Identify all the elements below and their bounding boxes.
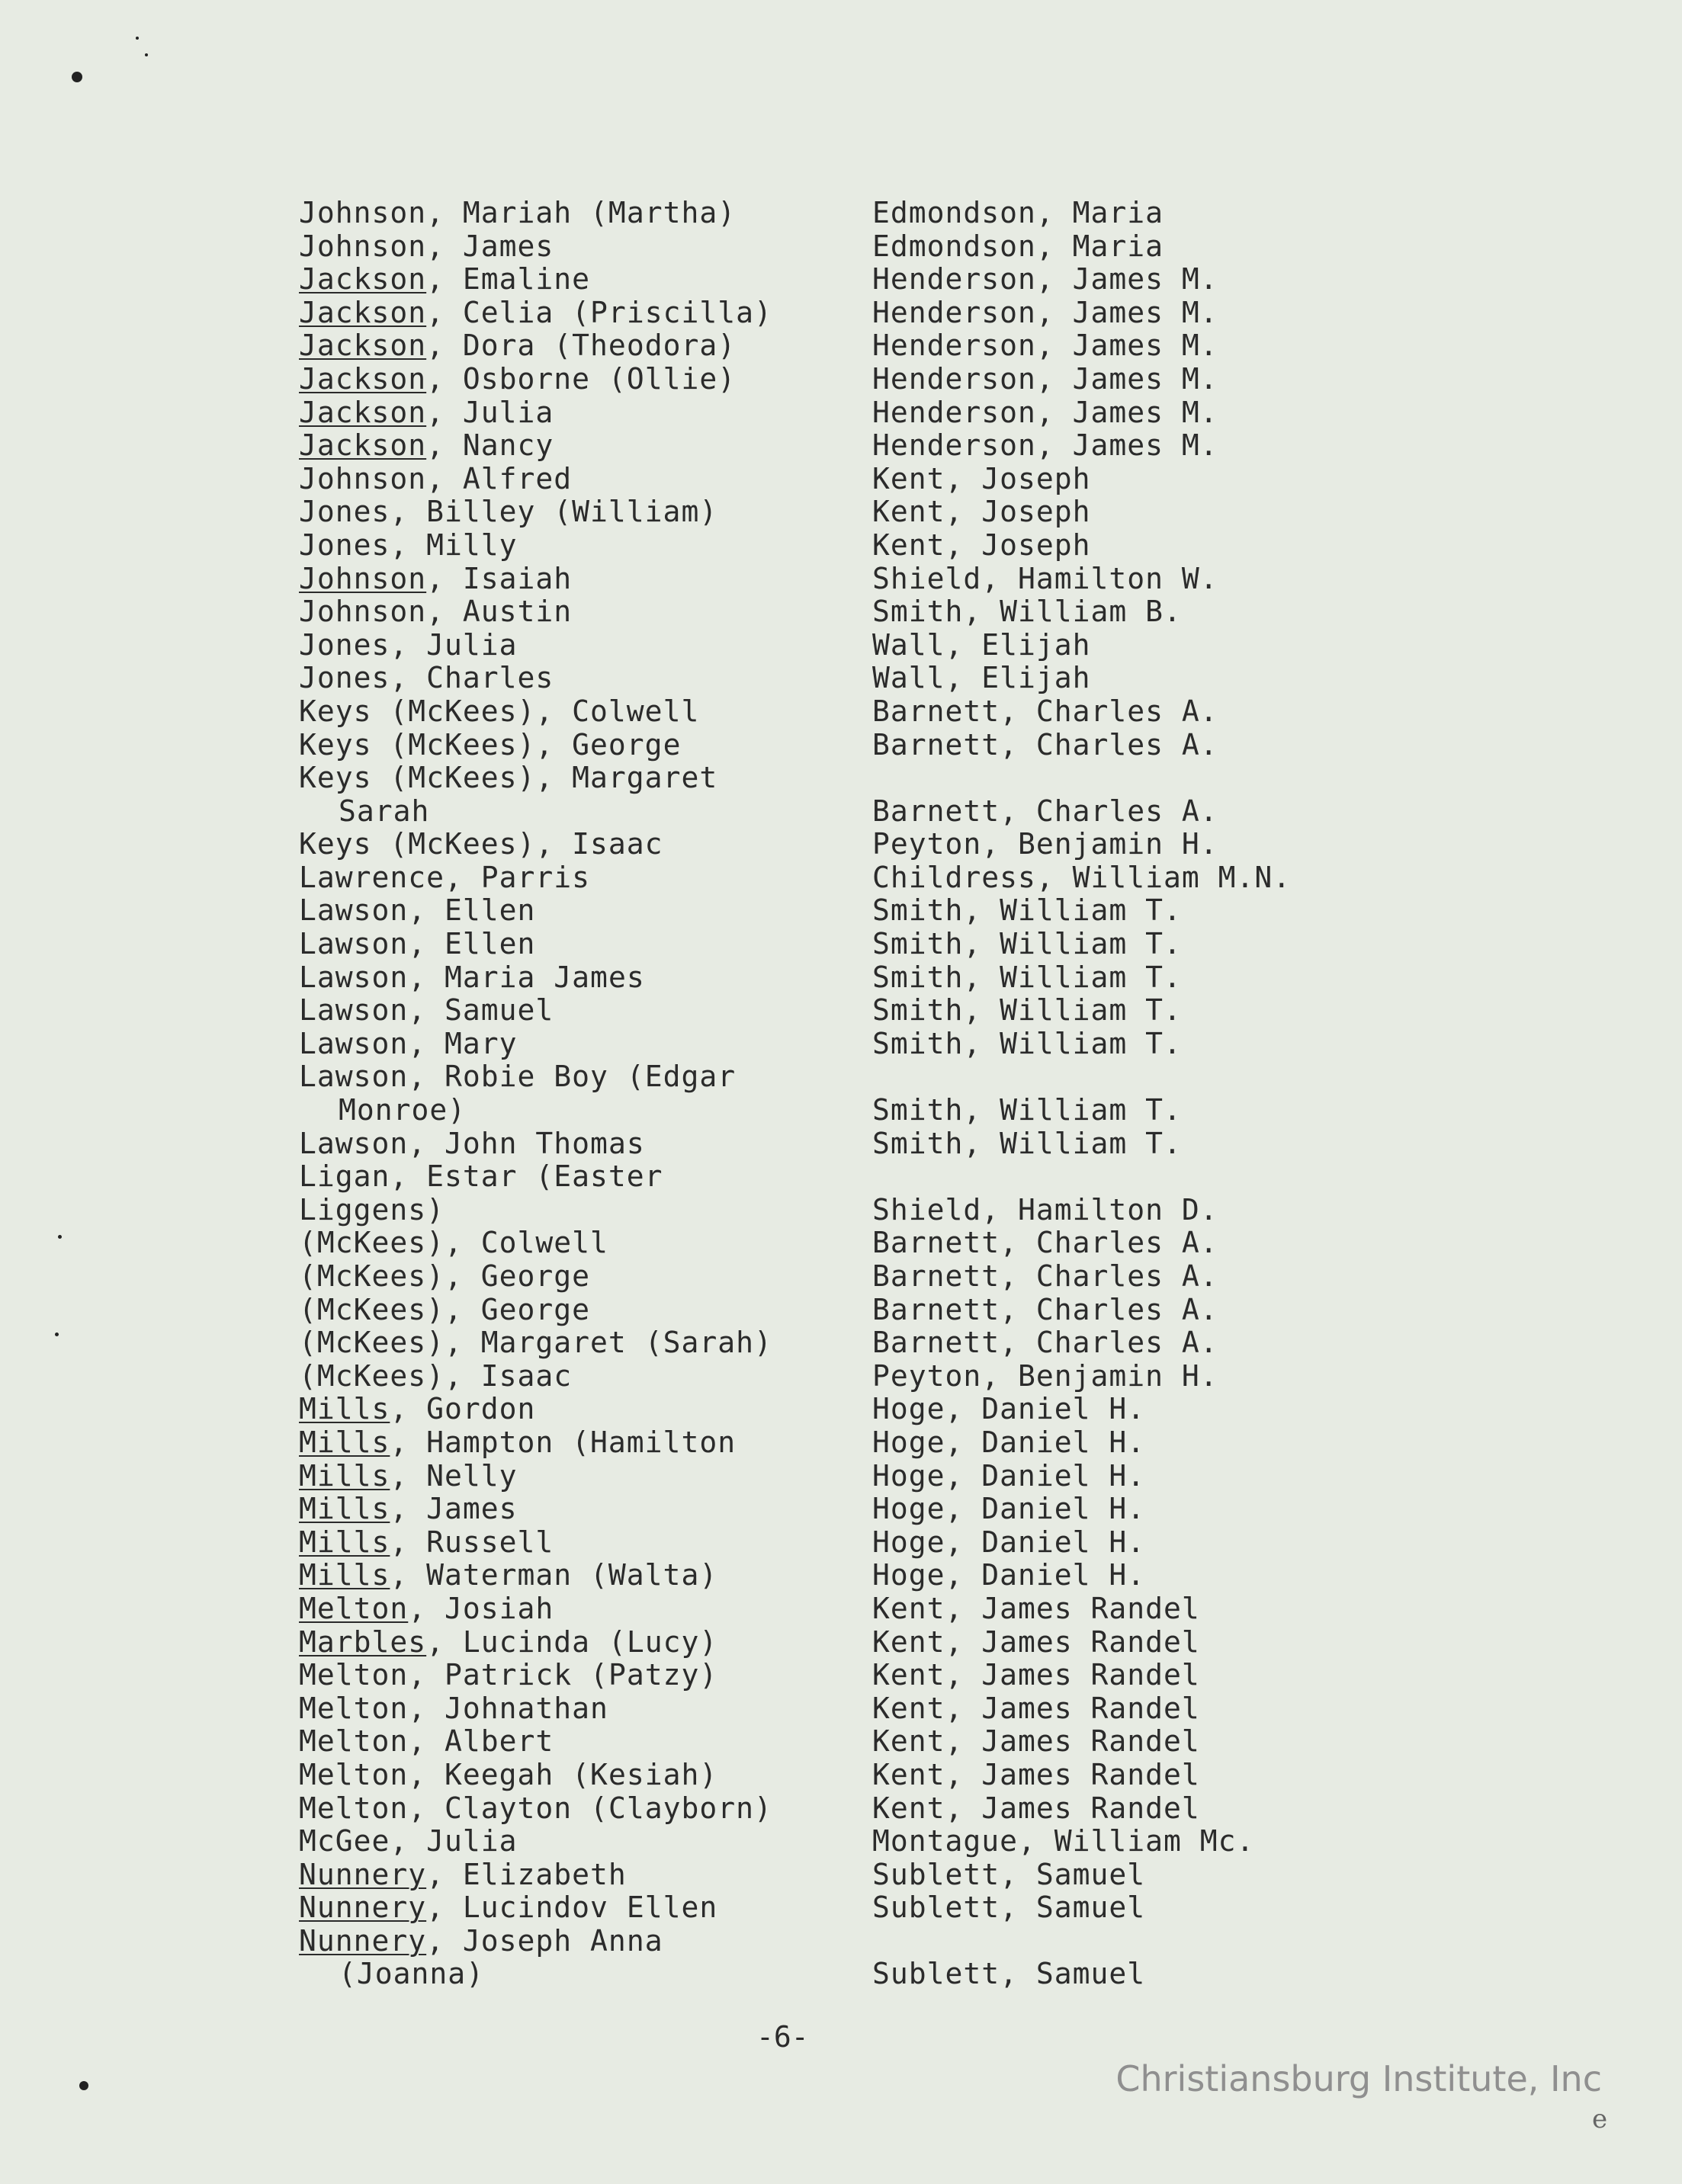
enslaved-person-name bbox=[299, 1393, 535, 1426]
surname: Melton bbox=[299, 1757, 409, 1791]
owner-name: Hoge, Daniel H. bbox=[872, 1492, 1146, 1526]
surname: Mills bbox=[299, 1525, 390, 1559]
given-name: (McKees), Isaac bbox=[371, 827, 663, 861]
given-name: (McKees), George bbox=[371, 727, 682, 762]
given-name: , Patrick (Patzy) bbox=[408, 1658, 718, 1692]
surname: Jackson bbox=[299, 329, 427, 363]
enslaved-person-name bbox=[299, 1559, 717, 1592]
enslaved-person-name bbox=[299, 529, 518, 563]
surname: Nunnery bbox=[299, 1891, 427, 1925]
owner-name: Barnett, Charles A. bbox=[872, 1259, 1218, 1293]
speck bbox=[58, 1235, 62, 1239]
owner-name: Kent, Joseph bbox=[872, 528, 1091, 562]
list-item bbox=[299, 1227, 1366, 1260]
surname: Mills bbox=[299, 1425, 390, 1459]
enslaved-person-name bbox=[299, 1260, 590, 1294]
list-item bbox=[299, 762, 1366, 795]
surname: Johnson bbox=[299, 561, 427, 595]
enslaved-person-name bbox=[299, 629, 518, 662]
list-item bbox=[299, 695, 1366, 729]
list-item bbox=[299, 463, 1366, 496]
surname: Lawson bbox=[299, 1126, 409, 1160]
list-item bbox=[299, 1160, 1366, 1194]
list-item bbox=[299, 495, 1366, 529]
given-name: Liggens) bbox=[299, 1192, 445, 1227]
owner-name: Kent, Joseph bbox=[872, 495, 1091, 529]
speck bbox=[55, 1333, 59, 1336]
speck bbox=[79, 2081, 88, 2090]
surname: Melton bbox=[299, 1591, 409, 1625]
owner-name: Kent, Joseph bbox=[872, 461, 1091, 495]
given-name: Monroe) bbox=[339, 1093, 467, 1127]
watermark: Christiansburg Institute, Inc bbox=[1115, 2058, 1602, 2099]
owner-name: Barnett, Charles A. bbox=[872, 1326, 1218, 1360]
surname: Jones bbox=[299, 627, 390, 662]
enslaved-person-name bbox=[299, 894, 535, 928]
enslaved-person-name bbox=[299, 595, 572, 629]
given-name: , Russell bbox=[390, 1525, 554, 1559]
given-name: Sarah bbox=[339, 794, 430, 828]
given-name: , Estar (Easter bbox=[390, 1159, 663, 1194]
owner-name: Smith, William T. bbox=[872, 1026, 1182, 1060]
given-name: , George bbox=[445, 1292, 591, 1326]
enslaved-person-name bbox=[299, 695, 699, 729]
enslaved-person-name bbox=[299, 662, 554, 695]
enslaved-person-name bbox=[299, 1759, 717, 1792]
list-item bbox=[299, 1626, 1366, 1660]
given-name: , Alfred bbox=[426, 461, 573, 495]
speck bbox=[72, 72, 82, 82]
list-item bbox=[299, 961, 1366, 995]
surname: Mills bbox=[299, 1492, 390, 1526]
enslaved-person-name bbox=[299, 1958, 484, 1991]
given-name: , Colwell bbox=[445, 1226, 608, 1260]
given-name: , Isaac bbox=[445, 1358, 573, 1393]
given-name: (McKees), Colwell bbox=[371, 694, 700, 728]
list-item bbox=[299, 329, 1366, 363]
surname: Jackson bbox=[299, 295, 427, 329]
list-item bbox=[299, 1060, 1366, 1094]
surname: Keys bbox=[299, 727, 372, 762]
list-item bbox=[299, 263, 1366, 297]
enslaved-person-name bbox=[299, 1160, 663, 1194]
surname: Lawson bbox=[299, 1026, 409, 1060]
given-name: , Mariah (Martha) bbox=[426, 196, 737, 229]
owner-name: Sublett, Samuel bbox=[872, 1857, 1146, 1891]
enslaved-person-name bbox=[299, 1891, 717, 1925]
list-item bbox=[299, 1493, 1366, 1526]
list-item bbox=[299, 1326, 1366, 1360]
surname: Johnson bbox=[299, 595, 427, 629]
given-name: , Hampton (Hamilton bbox=[390, 1425, 737, 1459]
surname: Mills bbox=[299, 1558, 390, 1592]
enslaved-person-name bbox=[299, 1858, 627, 1892]
list-item bbox=[299, 1393, 1366, 1426]
surname: Marbles bbox=[299, 1624, 427, 1659]
page-number: -6- bbox=[756, 2020, 809, 2054]
list-item bbox=[299, 297, 1366, 330]
owner-name: Smith, William T. bbox=[872, 960, 1182, 994]
surname: Lawson bbox=[299, 960, 409, 994]
surname: Lawson bbox=[299, 1060, 409, 1094]
enslaved-person-name bbox=[299, 1227, 608, 1260]
given-name: , Clayton (Clayborn) bbox=[408, 1791, 772, 1825]
given-name: , Charles bbox=[390, 661, 554, 695]
list-item bbox=[299, 595, 1366, 629]
given-name: , Julia bbox=[426, 395, 554, 429]
speck bbox=[145, 53, 148, 56]
surname: Lawson bbox=[299, 893, 409, 928]
corner-mark: e bbox=[1592, 2104, 1608, 2134]
given-name: , Julia bbox=[390, 1824, 518, 1858]
surname: Melton bbox=[299, 1658, 409, 1692]
given-name: , Gordon bbox=[390, 1392, 536, 1426]
owner-name: Sublett, Samuel bbox=[872, 1957, 1146, 1991]
enslaved-person-name bbox=[299, 297, 772, 330]
given-name: , Osborne (Ollie) bbox=[426, 361, 737, 396]
owner-name: Smith, William T. bbox=[872, 927, 1182, 961]
owner-name: Peyton, Benjamin H. bbox=[872, 1358, 1218, 1393]
owner-name: Edmondson, Maria bbox=[872, 196, 1164, 229]
surname: Jackson bbox=[299, 428, 427, 463]
given-name: , Albert bbox=[408, 1724, 554, 1759]
owner-name: Kent, James Randel bbox=[872, 1757, 1200, 1791]
enslaved-person-name bbox=[299, 329, 736, 363]
list-item bbox=[299, 396, 1366, 430]
given-name: (McKees), Margaret bbox=[371, 761, 718, 795]
surname: Melton bbox=[299, 1791, 409, 1825]
enslaved-person-name bbox=[299, 363, 736, 396]
list-item bbox=[299, 1825, 1366, 1858]
list-item bbox=[299, 662, 1366, 695]
owner-name: Barnett, Charles A. bbox=[872, 727, 1218, 762]
enslaved-person-name bbox=[299, 1626, 717, 1660]
surname: Melton bbox=[299, 1691, 409, 1725]
surname: Keys bbox=[299, 761, 372, 795]
owner-name: Henderson, James M. bbox=[872, 395, 1218, 429]
list-item bbox=[299, 1891, 1366, 1925]
list-item bbox=[299, 1426, 1366, 1460]
given-name: , Lucinda (Lucy) bbox=[426, 1624, 718, 1659]
owner-name: Barnett, Charles A. bbox=[872, 794, 1218, 828]
owner-name: Henderson, James M. bbox=[872, 329, 1218, 363]
enslaved-person-name bbox=[299, 197, 736, 230]
list-item bbox=[299, 1526, 1366, 1560]
given-name: , Josiah bbox=[408, 1591, 554, 1625]
owner-name: Smith, William T. bbox=[872, 1093, 1182, 1127]
enslaved-person-name bbox=[299, 961, 645, 995]
list-item bbox=[299, 563, 1366, 596]
enslaved-person-name bbox=[299, 828, 663, 861]
given-name: , Elizabeth bbox=[426, 1857, 627, 1891]
surname: Jones bbox=[299, 495, 390, 529]
enslaved-person-name bbox=[299, 463, 572, 496]
owner-name: Barnett, Charles A. bbox=[872, 1292, 1218, 1326]
owner-name: Henderson, James M. bbox=[872, 361, 1218, 396]
list-item bbox=[299, 1559, 1366, 1592]
given-name: , Nancy bbox=[426, 428, 554, 463]
enslaved-person-name bbox=[299, 994, 554, 1028]
surname: Lawrence bbox=[299, 860, 445, 894]
surname: Lawson bbox=[299, 927, 409, 961]
list-item bbox=[299, 230, 1366, 264]
list-item bbox=[299, 197, 1366, 230]
given-name: , Emaline bbox=[426, 262, 591, 297]
surname: (McKees) bbox=[299, 1292, 445, 1326]
surname: Jackson bbox=[299, 361, 427, 396]
owner-name: Smith, William T. bbox=[872, 993, 1182, 1028]
surname: Jones bbox=[299, 661, 390, 695]
list-item bbox=[299, 363, 1366, 396]
list-item bbox=[299, 1294, 1366, 1327]
list-item bbox=[299, 1094, 1366, 1127]
enslaved-person-name bbox=[299, 1925, 663, 1958]
enslaved-person-name bbox=[299, 1127, 645, 1161]
given-name: , Margaret (Sarah) bbox=[445, 1326, 772, 1360]
owner-name: Peyton, Benjamin H. bbox=[872, 827, 1218, 861]
owner-name: Henderson, James M. bbox=[872, 262, 1218, 297]
enslaved-person-name bbox=[299, 1294, 590, 1327]
owner-name: Henderson, James M. bbox=[872, 295, 1218, 329]
given-name: , Lucindov Ellen bbox=[426, 1891, 718, 1925]
enslaved-person-name bbox=[299, 1792, 772, 1826]
owner-name: Hoge, Daniel H. bbox=[872, 1392, 1146, 1426]
owner-name: Kent, James Randel bbox=[872, 1724, 1200, 1759]
enslaved-person-name bbox=[299, 1825, 518, 1858]
owner-name: Kent, James Randel bbox=[872, 1791, 1200, 1825]
owner-name: Sublett, Samuel bbox=[872, 1891, 1146, 1925]
given-name: , Dora (Theodora) bbox=[426, 329, 737, 363]
owner-name: Smith, William B. bbox=[872, 595, 1182, 629]
list-item bbox=[299, 1925, 1366, 1958]
list-item bbox=[299, 1460, 1366, 1493]
surname: Keys bbox=[299, 827, 372, 861]
owner-name: Kent, James Randel bbox=[872, 1624, 1200, 1659]
list-item bbox=[299, 828, 1366, 861]
name-list bbox=[299, 197, 1366, 1991]
given-name: , Samuel bbox=[408, 993, 554, 1028]
surname: (McKees) bbox=[299, 1259, 445, 1293]
list-item bbox=[299, 629, 1366, 662]
owner-name: Kent, James Randel bbox=[872, 1691, 1200, 1725]
enslaved-person-name bbox=[299, 1094, 466, 1127]
enslaved-person-name bbox=[299, 1460, 518, 1493]
owner-name: Smith, William T. bbox=[872, 893, 1182, 928]
list-item bbox=[299, 861, 1366, 895]
enslaved-person-name bbox=[299, 1426, 736, 1460]
surname: (McKees) bbox=[299, 1226, 445, 1260]
enslaved-person-name bbox=[299, 1592, 554, 1626]
enslaved-person-name bbox=[299, 263, 590, 297]
given-name: (Joanna) bbox=[339, 1957, 485, 1991]
enslaved-person-name bbox=[299, 1725, 554, 1759]
surname: Melton bbox=[299, 1724, 409, 1759]
given-name: , Joseph Anna bbox=[426, 1923, 663, 1958]
owner-name: Hoge, Daniel H. bbox=[872, 1458, 1146, 1493]
given-name: , Parris bbox=[445, 860, 591, 894]
owner-name: Edmondson, Maria bbox=[872, 229, 1164, 263]
list-item bbox=[299, 1659, 1366, 1692]
list-item bbox=[299, 1858, 1366, 1892]
owner-name: Henderson, James M. bbox=[872, 428, 1218, 463]
given-name: , James bbox=[390, 1492, 518, 1526]
owner-name: Hoge, Daniel H. bbox=[872, 1558, 1146, 1592]
owner-name: Kent, James Randel bbox=[872, 1658, 1200, 1692]
enslaved-person-name bbox=[299, 1326, 772, 1360]
given-name: , James bbox=[426, 229, 554, 263]
enslaved-person-name bbox=[299, 563, 572, 596]
enslaved-person-name bbox=[299, 1360, 572, 1393]
given-name: , John Thomas bbox=[408, 1126, 645, 1160]
list-item bbox=[299, 529, 1366, 563]
owner-name: Barnett, Charles A. bbox=[872, 1226, 1218, 1260]
given-name: , Maria James bbox=[408, 960, 645, 994]
list-item bbox=[299, 1127, 1366, 1161]
given-name: , Milly bbox=[390, 528, 518, 562]
owner-name: Shield, Hamilton W. bbox=[872, 561, 1218, 595]
surname: Jackson bbox=[299, 262, 427, 297]
surname: Mills bbox=[299, 1458, 390, 1493]
list-item bbox=[299, 1592, 1366, 1626]
enslaved-person-name bbox=[299, 1194, 445, 1227]
owner-name: Childress, William M.N. bbox=[872, 860, 1292, 894]
enslaved-person-name bbox=[299, 495, 717, 529]
owner-name: Wall, Elijah bbox=[872, 661, 1091, 695]
surname: Jackson bbox=[299, 395, 427, 429]
enslaved-person-name bbox=[299, 762, 717, 795]
given-name: , Ellen bbox=[408, 893, 536, 928]
surname: Ligan bbox=[299, 1159, 390, 1194]
surname: McGee bbox=[299, 1824, 390, 1858]
surname: Mills bbox=[299, 1392, 390, 1426]
surname: Johnson bbox=[299, 461, 427, 495]
owner-name: Hoge, Daniel H. bbox=[872, 1425, 1146, 1459]
list-item bbox=[299, 1725, 1366, 1759]
owner-name: Barnett, Charles A. bbox=[872, 694, 1218, 728]
enslaved-person-name bbox=[299, 1659, 717, 1692]
list-item bbox=[299, 1692, 1366, 1726]
given-name: , Celia (Priscilla) bbox=[426, 295, 772, 329]
owner-name: Wall, Elijah bbox=[872, 627, 1091, 662]
enslaved-person-name bbox=[299, 795, 429, 829]
surname: Keys bbox=[299, 694, 372, 728]
given-name: , George bbox=[445, 1259, 591, 1293]
surname: (McKees) bbox=[299, 1326, 445, 1360]
owner-name: Smith, William T. bbox=[872, 1126, 1182, 1160]
enslaved-person-name bbox=[299, 1692, 608, 1726]
list-item bbox=[299, 429, 1366, 463]
list-item bbox=[299, 1792, 1366, 1826]
enslaved-person-name bbox=[299, 396, 554, 430]
list-item bbox=[299, 928, 1366, 961]
list-item bbox=[299, 729, 1366, 762]
list-item bbox=[299, 1260, 1366, 1294]
given-name: , Julia bbox=[390, 627, 518, 662]
surname: Nunnery bbox=[299, 1857, 427, 1891]
enslaved-person-name bbox=[299, 861, 590, 895]
enslaved-person-name bbox=[299, 1493, 518, 1526]
list-item bbox=[299, 894, 1366, 928]
given-name: , Waterman (Walta) bbox=[390, 1558, 718, 1592]
surname: Jones bbox=[299, 528, 390, 562]
list-item bbox=[299, 1958, 1366, 1991]
given-name: , Nelly bbox=[390, 1458, 518, 1493]
surname: Johnson bbox=[299, 196, 427, 229]
surname: Johnson bbox=[299, 229, 427, 263]
given-name: , Isaiah bbox=[426, 561, 573, 595]
enslaved-person-name bbox=[299, 928, 535, 961]
list-item bbox=[299, 994, 1366, 1028]
enslaved-person-name bbox=[299, 429, 554, 463]
surname: (McKees) bbox=[299, 1358, 445, 1393]
given-name: , Ellen bbox=[408, 927, 536, 961]
owner-name: Kent, James Randel bbox=[872, 1591, 1200, 1625]
enslaved-person-name bbox=[299, 1060, 736, 1094]
list-item bbox=[299, 1360, 1366, 1393]
owner-name: Shield, Hamilton D. bbox=[872, 1192, 1218, 1227]
given-name: , Austin bbox=[426, 595, 573, 629]
given-name: , Robie Boy (Edgar bbox=[408, 1060, 737, 1094]
enslaved-person-name bbox=[299, 230, 554, 264]
list-item bbox=[299, 1194, 1366, 1227]
list-item bbox=[299, 1759, 1366, 1792]
owner-name: Montague, William Mc. bbox=[872, 1824, 1255, 1858]
given-name: , Mary bbox=[408, 1026, 518, 1060]
enslaved-person-name bbox=[299, 1526, 554, 1560]
given-name: , Keegah (Kesiah) bbox=[408, 1757, 718, 1791]
list-item bbox=[299, 795, 1366, 829]
given-name: , Billey (William) bbox=[390, 495, 718, 529]
surname: Nunnery bbox=[299, 1923, 427, 1958]
speck bbox=[136, 37, 139, 40]
enslaved-person-name bbox=[299, 1028, 518, 1061]
given-name: , Johnathan bbox=[408, 1691, 608, 1725]
owner-name: Hoge, Daniel H. bbox=[872, 1525, 1146, 1559]
list-item bbox=[299, 1028, 1366, 1061]
surname: Lawson bbox=[299, 993, 409, 1028]
enslaved-person-name bbox=[299, 729, 681, 762]
